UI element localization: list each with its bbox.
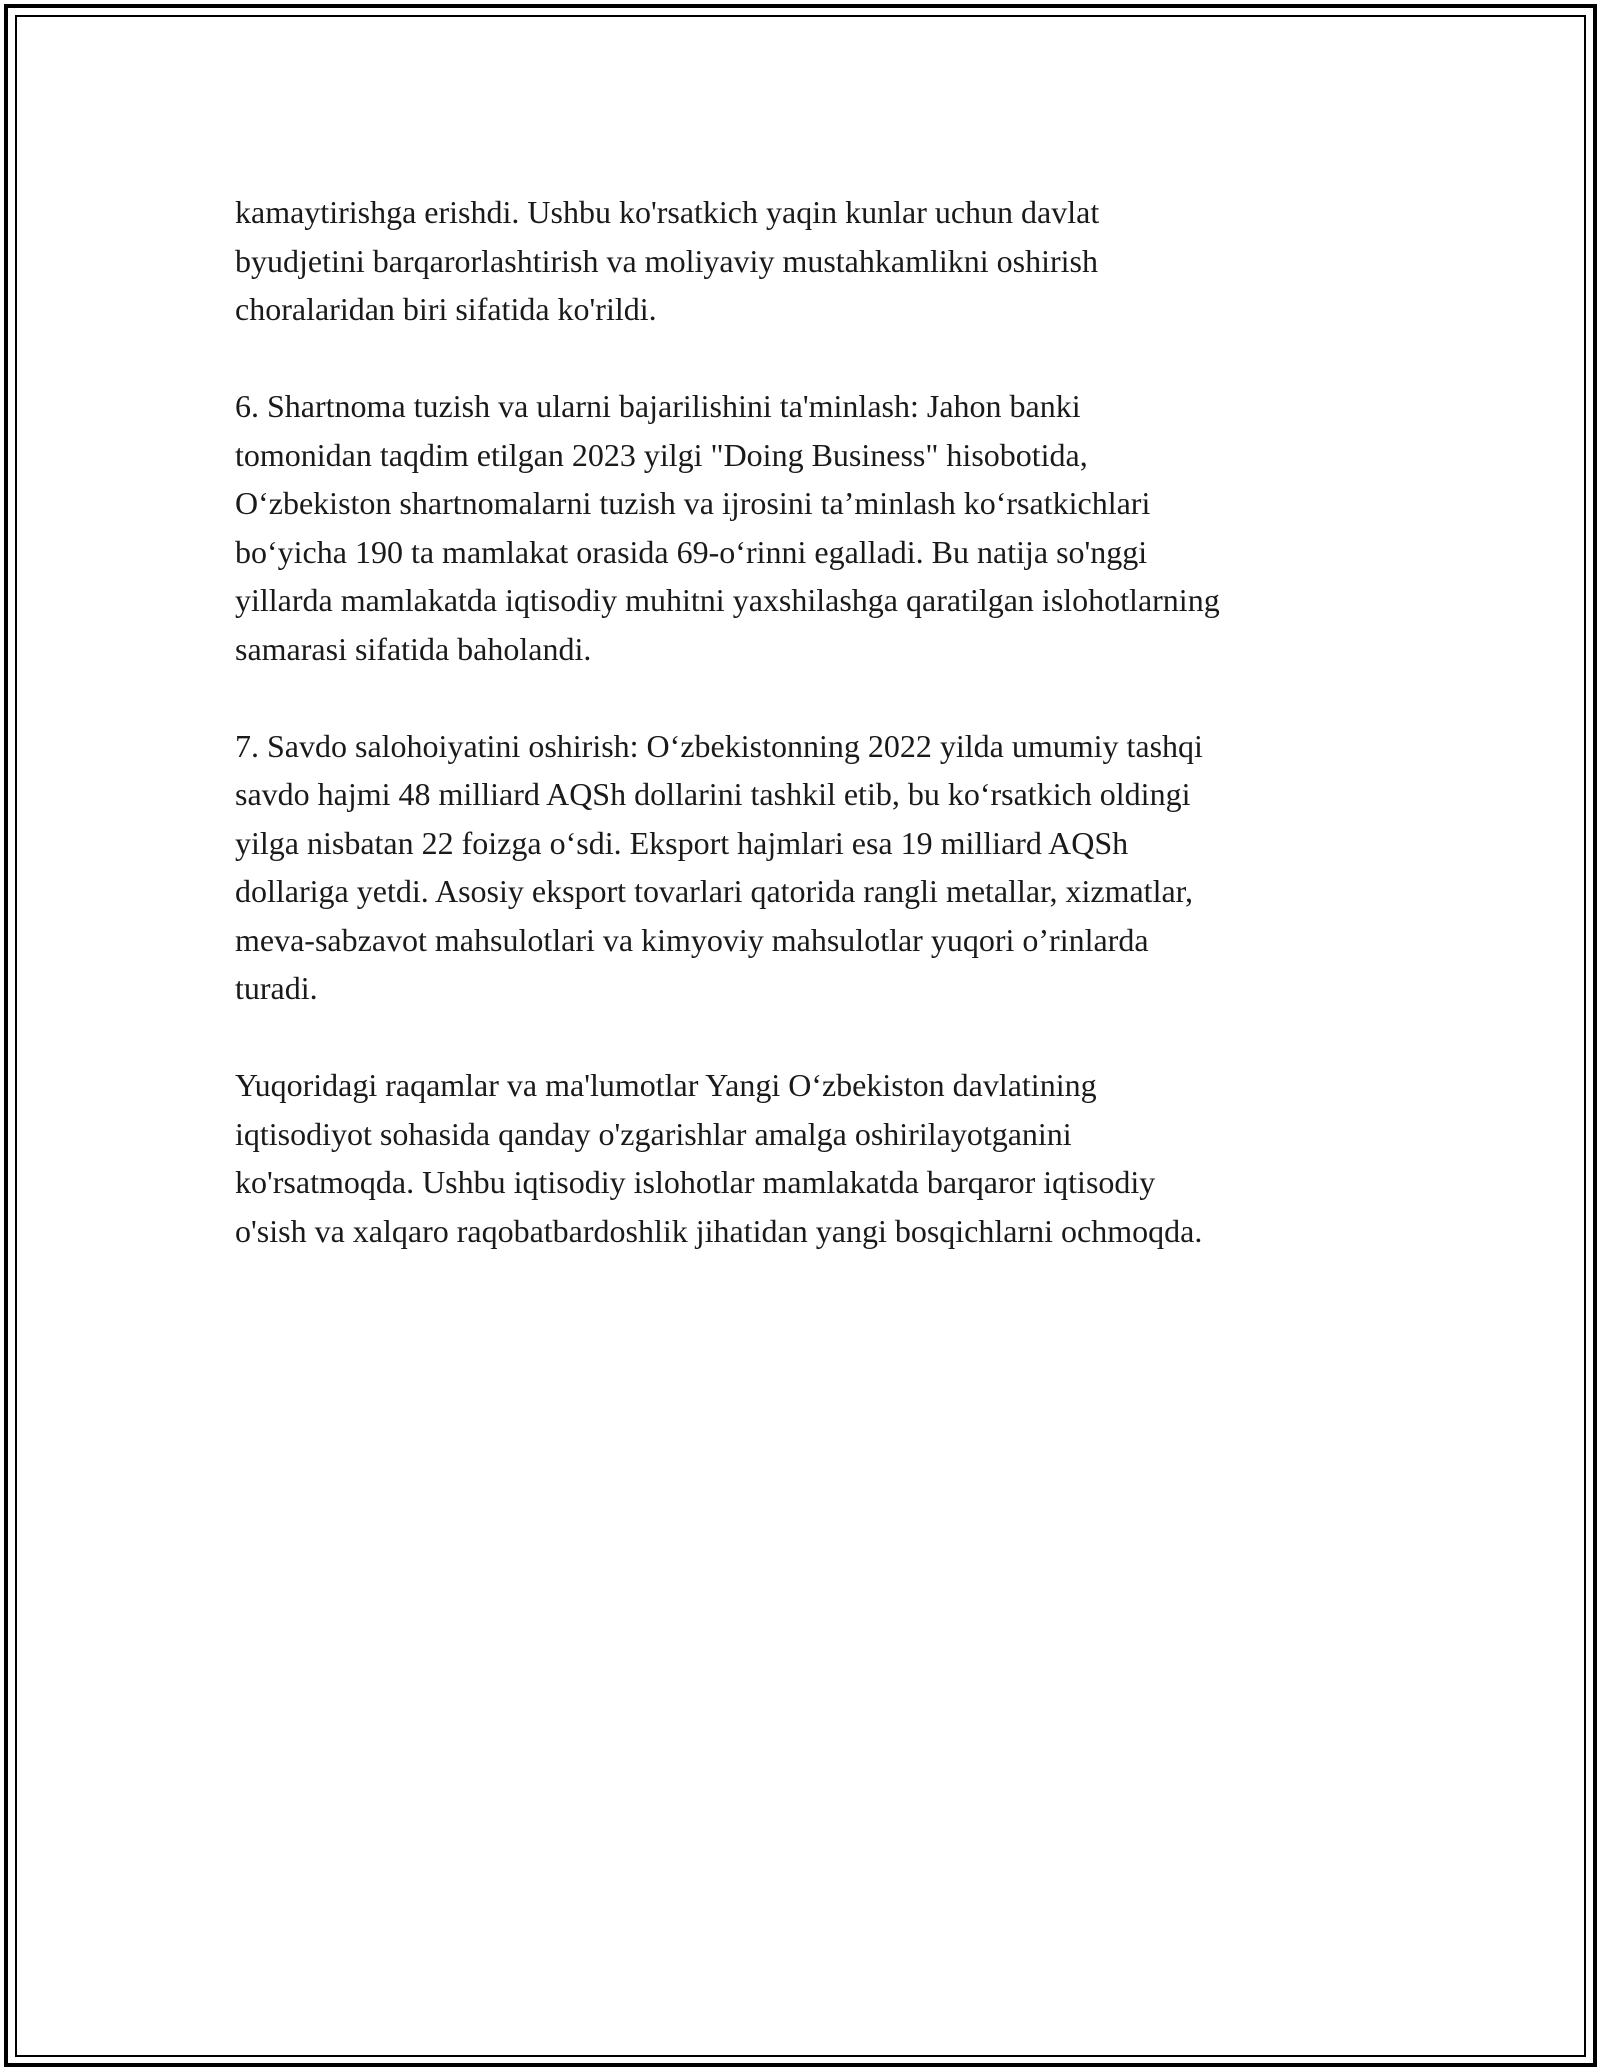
paragraph-budget-continuation xyxy=(235,188,1395,334)
paragraph-contract-enforcement xyxy=(235,382,1395,673)
text-line: bo‘yicha 190 ta mamlakat orasida 69-o‘rinni egalladi. Bu natija so'nggi xyxy=(235,533,1148,570)
paragraph-trade-potential xyxy=(235,722,1395,1013)
text-line: dollariga yetdi. Asosiy eksport tovarlari qatorida rangli metallar, xizmatlar, xyxy=(235,873,1194,909)
text-line: yilga nisbatan 22 foizga o‘sdi. Eksport hajmlari esa 19 milliard AQSh xyxy=(235,824,1129,861)
text-line: 7. Savdo salohoiyatini oshirish: O‘zbekistonning 2022 yilda umumiy tashqi xyxy=(235,727,1203,764)
text-line: O‘zbekiston shartnomalarni tuzish va ijrosini ta’minlash ko‘rsatkichlari xyxy=(235,485,1151,521)
text-line: kamaytirishga erishdi. Ushbu ko'rsatkich yaqin kunlar uchun davlat xyxy=(235,194,1100,230)
paragraph-conclusion xyxy=(235,1061,1395,1255)
text-line: o'sish va xalqaro raqobatbardoshlik jihatidan yangi bosqichlarni ochmoqda. xyxy=(235,1212,1203,1249)
text-line: tomonidan taqdim etilgan 2023 yilgi "Doing Business" hisobotida, xyxy=(235,436,1088,473)
text-line: byudjetini barqarorlashtirish va moliyaviy mustahkamlikni oshirish xyxy=(235,242,1098,279)
text-line: turadi. xyxy=(235,970,318,1006)
text-line: Yuqoridagi raqamlar va ma'lumotlar Yangi O‘zbekiston davlatining xyxy=(235,1067,1097,1103)
text-line: ko'rsatmoqda. Ushbu iqtisodiy islohotlar mamlakatda barqaror iqtisodiy xyxy=(235,1164,1156,1200)
text-line: savdo hajmi 48 milliard AQSh dollarini tashkil etib, bu ko‘rsatkich oldingi xyxy=(235,776,1191,812)
text-line: 6. Shartnoma tuzish va ularni bajarilishini ta'minlash: Jahon banki xyxy=(235,388,1081,424)
text-line: iqtisodiyot sohasida qanday o'zgarishlar amalga oshirilayotganini xyxy=(235,1115,1072,1152)
document-body xyxy=(235,188,1395,1304)
text-line: meva-sabzavot mahsulotlari va kimyoviy mahsulotlar yuqori o’rinlarda xyxy=(235,921,1149,958)
text-line: choralaridan biri sifatida ko'rildi. xyxy=(235,291,657,327)
text-line: samarasi sifatida baholandi. xyxy=(235,630,592,667)
text-line: yillarda mamlakatda iqtisodiy muhitni yaxshilashga qaratilgan islohotlarning xyxy=(235,582,1220,618)
